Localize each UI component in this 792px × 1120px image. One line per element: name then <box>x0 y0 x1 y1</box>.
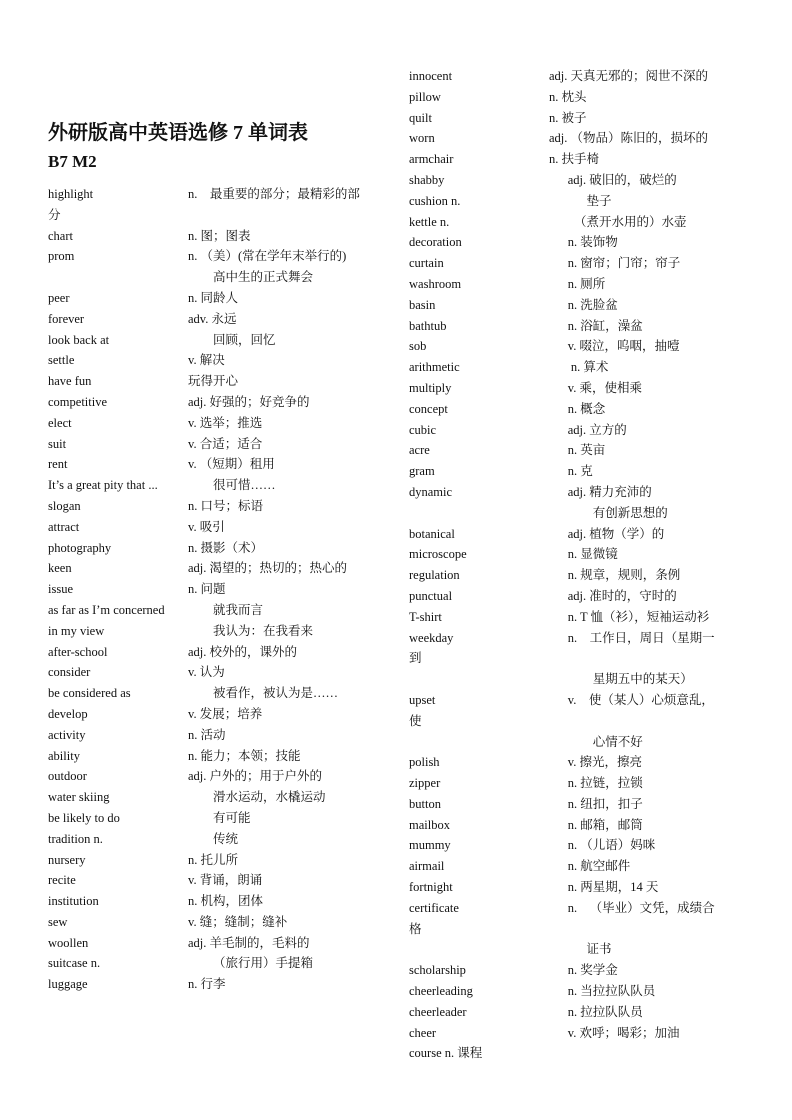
vocab-line <box>409 420 749 441</box>
vocab-line <box>409 794 749 815</box>
vocab-definition: n. 邮箱，邮筒 <box>549 817 643 832</box>
vocab-definition: 就我而言 <box>188 602 264 617</box>
vocab-word: water skiing <box>48 790 110 805</box>
vocab-definition: adj. 植物（学）的 <box>549 526 665 541</box>
vocab-word: concept <box>409 401 448 416</box>
vocab-line <box>48 538 388 559</box>
vocab-definition: n. 两星期，14 天 <box>549 880 659 895</box>
vocab-definition: v. 选举；推选 <box>188 415 263 430</box>
vocab-definition: n. 装饰物 <box>549 235 618 250</box>
vocab-word: polish <box>409 755 440 770</box>
vocab-definition: n. （毕业）文凭，成绩合 <box>549 900 715 915</box>
vocab-line <box>409 815 749 836</box>
vocab-definition: 我认为：在我看来 <box>188 623 314 638</box>
vocab-definition: n. （美）(常在学年末举行的) <box>188 249 347 264</box>
vocabulary-column-right <box>409 66 749 1064</box>
vocab-line <box>48 288 388 309</box>
vocab-definition: v. 欢呼；喝彩；加油 <box>549 1025 680 1040</box>
vocab-definition: n. 克 <box>549 464 593 479</box>
vocab-word: develop <box>48 706 88 721</box>
vocab-definition: n. 窗帘；门帘；帘子 <box>549 256 681 271</box>
vocab-line <box>409 607 749 628</box>
vocab-definition: n. 拉链，拉锁 <box>549 776 643 791</box>
vocab-word: woollen <box>48 935 89 950</box>
vocab-line <box>409 732 749 753</box>
vocab-line <box>409 399 749 420</box>
vocab-definition: n. 图；图表 <box>188 228 251 243</box>
vocab-word: It’s a great pity that ... <box>48 478 158 493</box>
vocab-line <box>409 378 749 399</box>
vocab-line <box>409 544 749 565</box>
vocab-word: highlight <box>48 187 94 201</box>
vocab-definition: 垫子 <box>549 193 612 208</box>
vocab-definition: n. 厕所 <box>549 276 606 291</box>
vocab-definition: 有创新思想的 <box>549 505 668 520</box>
vocab-line <box>409 316 749 337</box>
vocab-line <box>48 600 388 621</box>
vocab-definition: v. 啜泣，呜咽，抽噎 <box>549 339 680 354</box>
vocab-line <box>409 87 749 108</box>
vocab-word: have fun <box>48 374 92 389</box>
vocab-definition: adj. 天真无邪的；阅世不深的 <box>549 69 709 83</box>
vocab-definition: n. 航空邮件 <box>549 859 631 874</box>
vocab-definition: v. 背诵，朗诵 <box>188 873 263 888</box>
vocab-line <box>48 766 388 787</box>
vocab-line <box>48 475 388 496</box>
vocab-line <box>409 191 749 212</box>
vocab-line <box>48 787 388 808</box>
vocab-line <box>48 454 388 475</box>
vocab-line <box>409 357 749 378</box>
vocab-word: be considered as <box>48 686 131 701</box>
vocab-word: outdoor <box>48 769 87 784</box>
vocab-word: 格 <box>409 921 422 936</box>
vocab-line <box>409 960 749 981</box>
vocab-word: bathtub <box>409 318 447 333</box>
vocab-definition: n. 枕头 <box>549 89 587 104</box>
vocab-word: look back at <box>48 332 110 347</box>
vocab-line <box>48 184 388 205</box>
vocab-definition: n. 活动 <box>188 727 226 742</box>
vocab-definition: n. 拉拉队队员 <box>549 1004 643 1019</box>
vocab-line <box>409 295 749 316</box>
vocab-word: dynamic <box>409 484 453 499</box>
vocab-line <box>409 524 749 545</box>
vocab-definition: adj. 破旧的，破烂的 <box>549 172 677 187</box>
vocab-line <box>48 621 388 642</box>
vocab-definition: 回顾，回忆 <box>188 332 276 347</box>
vocab-word: recite <box>48 873 76 888</box>
vocab-line <box>409 752 749 773</box>
vocab-word: nursery <box>48 852 86 867</box>
vocab-definition: n. 洗脸盆 <box>549 297 618 312</box>
vocab-word: cheerleader <box>409 1004 467 1019</box>
vocab-word: mummy <box>409 838 451 853</box>
vocab-line <box>409 232 749 253</box>
vocab-word: chart <box>48 228 73 243</box>
vocab-line <box>48 683 388 704</box>
vocab-line <box>48 808 388 829</box>
vocab-word: sew <box>48 914 68 929</box>
vocab-word: after-school <box>48 644 108 659</box>
vocab-line <box>48 850 388 871</box>
vocab-definition: 传统 <box>188 831 239 846</box>
vocab-word: attract <box>48 519 80 534</box>
vocab-line <box>409 128 749 149</box>
vocab-line <box>409 648 749 669</box>
vocab-word: prom <box>48 249 75 264</box>
vocab-definition: n. 纽扣，扣子 <box>549 796 643 811</box>
vocab-definition: n. （儿语）妈咪 <box>549 838 656 853</box>
vocab-line <box>409 690 749 711</box>
vocab-definition: 被看作，被认为是…… <box>188 686 339 701</box>
vocab-definition: 高中生的正式舞会 <box>188 270 314 285</box>
vocab-line <box>409 565 749 586</box>
vocab-line <box>48 558 388 579</box>
vocab-definition: n. 扶手椅 <box>549 152 600 167</box>
vocab-definition: v. 乘，使相乘 <box>549 380 642 395</box>
vocabulary-column-left <box>48 184 388 995</box>
vocab-line <box>409 440 749 461</box>
vocab-definition: n. 能力；本领；技能 <box>188 748 301 763</box>
vocab-line <box>409 336 749 357</box>
vocab-line <box>48 517 388 538</box>
vocab-definition: adj. 渴望的；热切的；热心的 <box>188 561 348 576</box>
vocab-word: settle <box>48 353 75 368</box>
vocab-word: cubic <box>409 422 437 437</box>
vocab-line <box>48 912 388 933</box>
vocab-line <box>48 933 388 954</box>
vocab-line <box>48 746 388 767</box>
vocab-line <box>48 870 388 891</box>
vocab-word: regulation <box>409 568 460 583</box>
vocab-word: cheerleading <box>409 984 473 999</box>
vocab-definition: v. 合适；适合 <box>188 436 263 451</box>
vocab-definition: n. 英亩 <box>549 443 606 458</box>
vocab-word: innocent <box>409 69 453 83</box>
vocab-word: T-shirt <box>409 609 442 624</box>
vocab-line <box>409 669 749 690</box>
vocab-definition: v. （短期）租用 <box>188 457 275 472</box>
vocab-line <box>409 1002 749 1023</box>
vocab-definition: n. 当拉拉队队员 <box>549 984 656 999</box>
vocab-word: 使 <box>409 713 422 728</box>
vocab-line <box>48 434 388 455</box>
vocab-definition: n. 规章，规则，条例 <box>549 568 681 583</box>
vocab-word: shabby <box>409 172 445 187</box>
vocab-word: slogan <box>48 498 81 513</box>
vocab-word: institution <box>48 894 99 909</box>
vocab-line <box>48 392 388 413</box>
vocab-definition: v. 解决 <box>188 353 225 368</box>
vocab-definition: （煮开水用的）水壶 <box>549 214 687 229</box>
vocab-definition: v. 发展；培养 <box>188 706 263 721</box>
vocab-line <box>48 246 388 267</box>
vocab-word: punctual <box>409 588 453 603</box>
vocab-line <box>409 773 749 794</box>
vocab-line <box>48 725 388 746</box>
vocab-word: cheer <box>409 1025 437 1040</box>
vocab-definition: v. 擦光，擦亮 <box>549 755 642 770</box>
vocab-line <box>409 170 749 191</box>
vocab-definition: adv. 永远 <box>188 311 237 326</box>
vocab-line <box>48 371 388 392</box>
vocab-definition: n. 行李 <box>188 977 226 992</box>
vocab-definition: v. 使（某人）心烦意乱， <box>549 692 714 707</box>
vocab-definition: v. 缝；缝制；缝补 <box>188 914 288 929</box>
vocab-line <box>48 413 388 434</box>
vocab-word: in my view <box>48 623 105 638</box>
vocab-word: acre <box>409 443 430 458</box>
vocab-line <box>48 496 388 517</box>
vocab-definition: adj. 户外的；用于户外的 <box>188 769 323 784</box>
vocab-definition: n. 工作日，周日（星期一 <box>549 630 715 645</box>
vocab-word: arithmetic <box>409 360 460 375</box>
vocab-definition: 有可能 <box>188 810 251 825</box>
section-heading: B7 M2 <box>48 152 97 171</box>
vocab-definition: n. 托儿所 <box>188 852 239 867</box>
vocab-line <box>409 981 749 1002</box>
vocab-word: certificate <box>409 900 459 915</box>
vocab-definition: adj. 羊毛制的，毛料的 <box>188 935 310 950</box>
vocab-word: suitcase n. <box>48 956 101 971</box>
vocab-definition: n. 最重要的部分；最精彩的部 <box>188 187 360 201</box>
vocab-word: keen <box>48 561 72 576</box>
vocab-word: suit <box>48 436 67 451</box>
vocab-word: 分 <box>48 207 61 222</box>
vocab-word: be likely to do <box>48 810 120 825</box>
vocab-line <box>48 704 388 725</box>
vocab-line <box>409 461 749 482</box>
vocab-word: ability <box>48 748 80 763</box>
vocab-word: kettle n. <box>409 214 450 229</box>
vocab-line <box>48 350 388 371</box>
vocab-definition: 心情不好 <box>549 734 643 749</box>
vocab-line <box>409 877 749 898</box>
vocab-word: scholarship <box>409 963 466 978</box>
vocab-definition: （旅行用）手提箱 <box>188 956 314 971</box>
vocab-line <box>409 253 749 274</box>
vocab-definition: adj. （物品）陈旧的，损坏的 <box>549 131 709 146</box>
vocab-line <box>48 662 388 683</box>
vocab-line <box>48 829 388 850</box>
vocab-word: forever <box>48 311 85 326</box>
vocab-definition: n. 被子 <box>549 110 587 125</box>
vocab-line <box>48 330 388 351</box>
vocab-line <box>409 212 749 233</box>
vocab-definition: n. 口号；标语 <box>188 498 264 513</box>
vocab-line <box>48 974 388 995</box>
vocab-word: peer <box>48 290 70 305</box>
vocab-word: pillow <box>409 89 441 104</box>
vocab-word: sob <box>409 339 427 354</box>
vocab-line <box>409 856 749 877</box>
vocab-definition: adj. 好强的；好竞争的 <box>188 394 310 409</box>
vocab-definition: adj. 校外的，课外的 <box>188 644 298 659</box>
vocab-line <box>48 309 388 330</box>
vocab-line <box>409 835 749 856</box>
vocab-definition: n. 概念 <box>549 401 606 416</box>
vocab-line <box>48 891 388 912</box>
vocab-word: decoration <box>409 235 462 250</box>
vocab-definition: 玩得开心 <box>188 374 239 389</box>
vocab-line <box>409 503 749 524</box>
vocab-word: multiply <box>409 380 452 395</box>
vocab-word: zipper <box>409 776 441 791</box>
vocab-definition: n. 摄影（术） <box>188 540 264 555</box>
vocab-line <box>409 482 749 503</box>
vocab-word: course n. 课程 <box>409 1046 483 1061</box>
vocab-definition: adj. 准时的，守时的 <box>549 588 677 603</box>
vocab-word: tradition n. <box>48 831 103 846</box>
vocab-word: washroom <box>409 276 462 291</box>
vocab-word: consider <box>48 665 91 680</box>
vocab-line <box>48 642 388 663</box>
vocab-line <box>409 939 749 960</box>
vocab-definition: n. 显微镜 <box>549 547 618 562</box>
vocab-line <box>409 919 749 940</box>
vocab-definition: n. T 恤（衫），短袖运动衫 <box>549 609 710 624</box>
vocab-word: basin <box>409 297 436 312</box>
vocab-definition: 滑水运动，水橇运动 <box>188 790 326 805</box>
vocab-definition: n. 问题 <box>188 582 226 597</box>
vocab-line <box>409 1023 749 1044</box>
vocab-word: weekday <box>409 630 454 645</box>
vocab-word: botanical <box>409 526 455 541</box>
vocab-definition: 星期五中的某天） <box>549 672 693 687</box>
vocab-definition: n. 算术 <box>549 360 609 375</box>
vocab-word: microscope <box>409 547 467 562</box>
vocab-word: button <box>409 796 441 811</box>
vocab-line <box>48 953 388 974</box>
vocab-word: mailbox <box>409 817 450 832</box>
vocab-definition: n. 浴缸，澡盆 <box>549 318 643 333</box>
vocab-word: gram <box>409 464 435 479</box>
vocab-line <box>48 579 388 600</box>
vocab-line <box>409 586 749 607</box>
vocab-line <box>409 149 749 170</box>
vocab-word: luggage <box>48 977 88 992</box>
vocab-line <box>48 226 388 247</box>
vocab-word: upset <box>409 692 436 707</box>
vocab-word: rent <box>48 457 68 472</box>
vocab-line <box>409 628 749 649</box>
vocab-word: as far as I’m concerned <box>48 602 165 617</box>
vocab-definition: 证书 <box>549 942 612 957</box>
vocab-line <box>409 66 749 87</box>
vocab-definition: n. 同龄人 <box>188 290 239 305</box>
vocab-line <box>409 898 749 919</box>
vocab-word: quilt <box>409 110 432 125</box>
vocab-word: 到 <box>409 651 422 666</box>
vocab-word: photography <box>48 540 112 555</box>
page-title: 外研版高中英语选修 7 单词表 <box>48 122 308 144</box>
vocab-word: worn <box>409 131 435 146</box>
vocab-word: armchair <box>409 152 454 167</box>
vocab-line <box>409 711 749 732</box>
vocab-line <box>48 267 388 288</box>
vocab-word: activity <box>48 727 86 742</box>
vocab-line <box>409 274 749 295</box>
vocab-line <box>409 1043 749 1064</box>
vocab-word: issue <box>48 582 73 597</box>
vocab-word: fortnight <box>409 880 453 895</box>
vocab-definition: v. 认为 <box>188 665 225 680</box>
vocab-line <box>409 108 749 129</box>
vocab-definition: n. 奖学金 <box>549 963 618 978</box>
vocab-line <box>48 205 388 226</box>
vocab-definition: adj. 立方的 <box>549 422 627 437</box>
vocab-word: competitive <box>48 394 108 409</box>
vocab-definition: adj. 精力充沛的 <box>549 484 652 499</box>
vocab-definition: v. 吸引 <box>188 519 225 534</box>
vocab-word: curtain <box>409 256 444 271</box>
vocab-word: elect <box>48 415 72 430</box>
vocab-definition: n. 机构，团体 <box>188 894 264 909</box>
vocab-word: cushion n. <box>409 193 461 208</box>
vocab-word: airmail <box>409 859 445 874</box>
vocab-definition: 很可惜…… <box>188 478 276 493</box>
